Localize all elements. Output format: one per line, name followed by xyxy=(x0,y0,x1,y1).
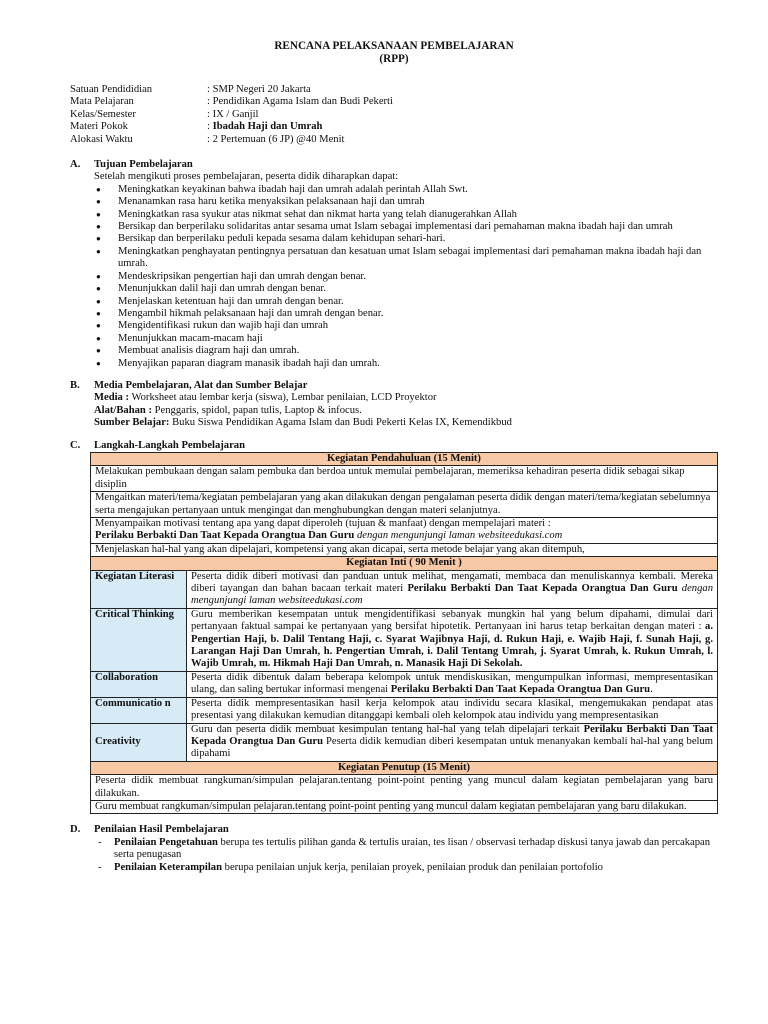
activity-topic: Perilaku Berbakti Dan Taat Kepada Orangtua Dan Guru xyxy=(390,684,651,696)
identity-value: : IX / Ganjil xyxy=(207,108,259,120)
objective-list xyxy=(94,184,718,370)
activity-topic: Perilaku Berbakti Dan Taat Kepada Orangtua Dan Guru xyxy=(191,723,714,747)
inti-band: Kegiatan Inti ( 90 Menit ) xyxy=(91,557,718,570)
assessment-desc: berupa tes tertulis pilihan ganda & tertulis uraian, tes lisan / observasi terhadap diskusi tanya jawab dan percakapan serta penugasan xyxy=(114,836,711,861)
list-item: ● Membuat analisis diagram haji dan umrah. xyxy=(94,345,718,357)
identity-row xyxy=(70,96,718,108)
list-item: ● Meningkatkan keyakinan bahwa ibadah haji dan umrah adalah perintah Allah Swt. xyxy=(94,184,718,196)
identity-value: : SMP Negeri 20 Jakarta xyxy=(207,84,311,95)
assessment-type: Penilaian Keterampilan xyxy=(114,861,222,873)
media-label: Sumber Belajar: xyxy=(94,417,170,429)
list-item: ● Menunjukkan macam-macam haji xyxy=(94,333,718,345)
assessment-type: Penilaian Pengetahuan xyxy=(114,836,218,848)
assessment-desc: berupa penilaian unjuk kerja, penilaian proyek, penilaian produk dan penilaian portofolio xyxy=(222,861,603,873)
section-letter: D. xyxy=(70,824,81,836)
activity-topic: Perilaku Berbakti Dan Taat Kepada Orangtua Dan Guru xyxy=(407,583,678,595)
section-title: Tujuan Pembelajaran xyxy=(94,159,193,171)
motivation-topic: Perilaku Berbakti Dan Taat Kepada Orangtua Dan Guru xyxy=(95,530,355,542)
identity-value xyxy=(207,121,718,133)
section-b-body xyxy=(70,392,718,429)
section-title: Media Pembelajaran, Alat dan Sumber Belajar xyxy=(94,379,308,391)
identity-label: Satuan Pendididian xyxy=(70,84,153,95)
assessment-list xyxy=(94,837,718,874)
motivation-link-text: dengan mengunjungi laman websiteedukasi.com xyxy=(354,530,563,542)
section-title: Penilaian Hasil Pembelajaran xyxy=(94,824,229,836)
list-item: ● Meningkatkan rasa syukur atas nikmat sehat dan nikmat harta yang telah dianugerahkan Allah xyxy=(94,209,718,221)
media-label: Media : xyxy=(94,392,130,404)
media-label: Alat/Bahan : xyxy=(94,404,152,416)
identity-label: Alokasi Waktu xyxy=(70,133,133,145)
activity-tail: Peserta didik kemudian diberi kesempatan untuk menanyakan kembali hal-hal yang belum dipahami xyxy=(191,735,713,760)
section-a-heading xyxy=(70,159,718,171)
identity-label: Mata Pelajaran xyxy=(70,96,134,108)
activity-body: Guru memberikan kesempatan untuk mengidentifikasi sebanyak mungkin hal yang belum dipahami, dimulai dari pertanyaan faktual sampai ke pertanyaan yang bersifat hipotetik. Pertanyaan ini harus tetap berkaitan dengan materi : xyxy=(191,608,713,633)
list-item: ● Bersikap dan berperilaku solidaritas antar sesama umat Islam sebagai implementasi dari pemahaman makna ibadah haji dan umrah xyxy=(94,221,718,233)
list-item: ● Bersikap dan berperilaku peduli kepada sesama dalam kehidupan sehari-hari. xyxy=(94,233,718,245)
activity-body: Peserta didik diberi motivasi dan panduan untuk melihat, mengamati, membaca dan menuliskannya kembali. Mereka diberi tayangan dan bahan bacaan terkait materi xyxy=(191,570,713,595)
identity-row xyxy=(70,121,718,133)
activity-label: Communicatio n xyxy=(91,697,187,723)
table-row: Melakukan pembukaan dengan salam pembuka dan berdoa untuk memulai pembelajaran, memeriksa kehadiran peserta didik sebagai sikap disiplin xyxy=(91,466,718,492)
section-letter: C. xyxy=(70,439,81,451)
identity-block xyxy=(70,84,718,146)
list-item: ● Mendeskripsikan pengertian haji dan umrah dengan benar. xyxy=(94,271,718,283)
table-row xyxy=(91,518,718,544)
learning-steps-table xyxy=(90,452,718,814)
section-d-heading xyxy=(70,824,718,836)
activity-text: Peserta didik mempresentasikan hasil kerja kelompok atau individu secara klasikal, mengemukakan pendapat atas presentasi yang dilakukan kemudian ditanggapi kembali oleh kelompok atau individu yang mempresentasikan xyxy=(187,697,718,723)
media-row xyxy=(94,405,718,417)
activity-body: Guru dan peserta didik membuat kesimpulan tentang hal-hal yang telah dipelajari terkait xyxy=(191,723,584,735)
list-item: ● Menanamkan rasa haru ketika menyaksikan pelaksanaan haji dan umrah xyxy=(94,196,718,208)
section-a-intro: Setelah mengikuti proses pembelajaran, peserta didik diharapkan dapat: xyxy=(94,171,399,183)
identity-row xyxy=(70,84,718,96)
list-item xyxy=(94,837,718,862)
section-b-heading xyxy=(70,380,718,392)
activity-label: Creativity xyxy=(91,723,187,761)
activity-text xyxy=(187,608,718,671)
list-item: ● Meningkatkan penghayatan pentingnya persatuan dan kesatuan umat Islam sebagai implementasi dari pemahaman makna ibadah haji dan umrah. xyxy=(94,246,718,271)
table-row: Menjelaskan hal-hal yang akan dipelajari, kompetensi yang akan dicapai, serta metode belajar yang akan ditempuh, xyxy=(91,543,718,556)
identity-row xyxy=(70,109,718,121)
section-title: Langkah-Langkah Pembelajaran xyxy=(94,439,245,451)
list-item: ● Menyajikan paparan diagram manasik ibadah haji dan umrah. xyxy=(94,358,718,370)
identity-colon: : xyxy=(207,121,213,133)
section-d-body xyxy=(70,837,718,874)
identity-value: : Pendidikan Agama Islam dan Budi Pekerti xyxy=(207,96,393,108)
activity-label: Collaboration xyxy=(91,671,187,697)
identity-label: Materi Pokok xyxy=(70,121,128,133)
activity-text xyxy=(187,671,718,697)
activity-label: Kegiatan Literasi xyxy=(91,570,187,608)
pendahuluan-band: Kegiatan Pendahuluan (15 Menit) xyxy=(91,452,718,465)
activity-text xyxy=(187,723,718,761)
identity-value: : 2 Pertemuan (6 JP) @40 Menit xyxy=(207,133,345,145)
identity-row xyxy=(70,134,718,146)
media-value: Penggaris, spidol, papan tulis, Laptop & infocus. xyxy=(151,404,362,416)
activity-body: Peserta didik dibentuk dalam beberapa kelompok untuk mendiskusikan, mengumpulkan informasi, mempresentasikan ulang, dan saling bertukar informasi mengenai xyxy=(191,671,713,696)
list-item: ● Menjelaskan ketentuan haji dan umrah dengan benar. xyxy=(94,296,718,308)
identity-value-bold: Ibadah Haji dan Umrah xyxy=(212,121,323,133)
activity-topic: a. Pengertian Haji, b. Dalil Tentang Haji, c. Syarat Wajibnya Haji, d. Rukun Haji, e. Wajib Haji, f. Sunah Haji, g. Larangan Haji Dan Umrah, h. Pengertian Umrah, i. Dalil Tentang Umrah, j. Syarat Umrah, k. Rukun Umrah, l. Wajib Umrah, m. Hikmah Haji Dan Umrah, n. Manasik Haji Di Sekolah. xyxy=(191,621,713,670)
list-item: ● Mengambil hikmah pelaksanaan haji dan umrah dengan benar. xyxy=(94,308,718,320)
identity-label: Kelas/Semester xyxy=(70,108,136,120)
list-item: ● Menunjukkan dalil haji dan umrah dengan benar. xyxy=(94,283,718,295)
media-row xyxy=(94,417,718,429)
document-subtitle: (RPP) xyxy=(379,53,409,65)
activity-text xyxy=(187,570,718,608)
activity-tail: . xyxy=(650,684,653,696)
table-row: Peserta didik membuat rangkuman/simpulan pelajaran.tentang point-point penting yang muncul dalam kegiatan pembelajaran yang baru dilakukan. xyxy=(91,775,718,801)
media-value: Worksheet atau lembar kerja (siswa), Lembar penilaian, LCD Proyektor xyxy=(129,392,437,404)
media-value: Buku Siswa Pendidikan Agama Islam dan Budi Pekerti Kelas IX, Kemendikbud xyxy=(169,417,512,429)
activity-label: Critical Thinking xyxy=(91,608,187,671)
section-a-body xyxy=(70,171,718,370)
list-item xyxy=(94,862,718,874)
table-row: Mengaitkan materi/tema/kegiatan pembelajaran yang akan dilakukan dengan pengalaman peserta didik dengan materi/tema/kegiatan sebelumnya serta mengajukan pertanyaan untuk mengingat dan menghubungkan dengan materi selanjutnya. xyxy=(91,492,718,518)
list-item: ● Mengidentifikasi rukun dan wajib haji dan umrah xyxy=(94,320,718,332)
motivation-text: Menyampaikan motivasi tentang apa yang dapat diperoleh (tujuan & manfaat) dengan mempelajari materi : xyxy=(95,518,551,529)
media-row xyxy=(94,392,718,404)
document-title: RENCANA PELAKSANAAN PEMBELAJARAN xyxy=(274,40,514,52)
table-row: Guru membuat rangkuman/simpulan pelajaran.tentang point-point penting yang muncul dalam kegiatan pembelajaran yang baru dilakukan. xyxy=(91,800,718,813)
section-letter: A. xyxy=(70,159,81,171)
penutup-band: Kegiatan Penutup (15 Menit) xyxy=(91,761,718,774)
section-letter: B. xyxy=(70,379,80,391)
section-c-heading xyxy=(70,440,718,452)
activity-link-text: dengan mengunjungi laman websiteedukasi.com xyxy=(191,583,713,607)
